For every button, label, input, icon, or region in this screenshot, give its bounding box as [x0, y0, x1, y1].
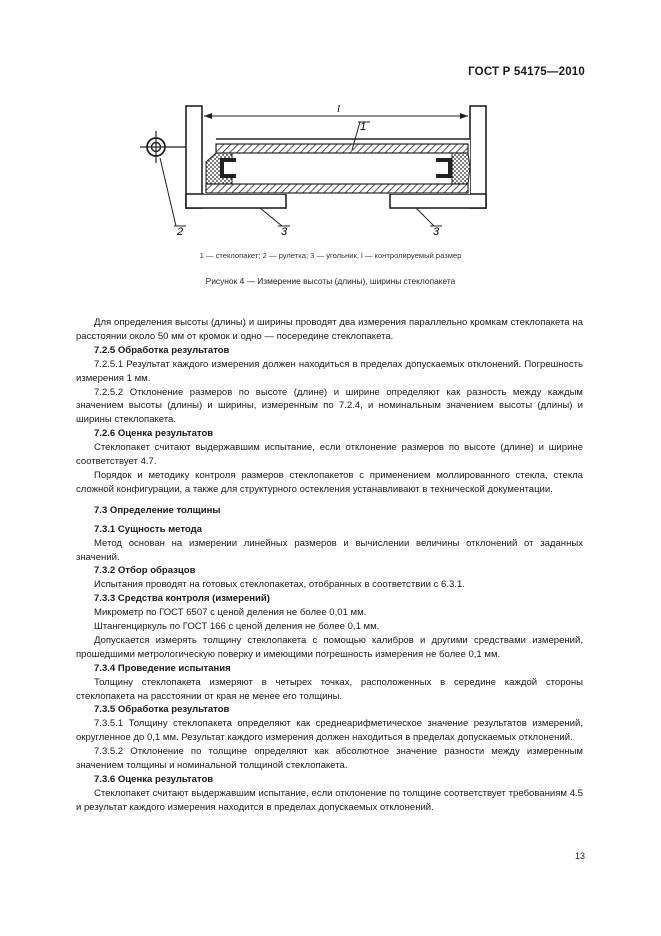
paragraph: Микрометр по ГОСТ 6507 с ценой деления не более 0,01 мм.: [94, 607, 367, 619]
label-l: l: [337, 103, 341, 115]
heading-7-2-5: 7.2.5 Обработка результатов: [94, 344, 230, 356]
dimension-line: [204, 113, 468, 119]
heading-7-3-6: 7.3.6 Оценка результатов: [94, 774, 214, 785]
page-number: 13: [574, 851, 585, 861]
paragraph: Штангенциркуль по ГОСТ 166 с ценой деления не более 0,1 мм.: [94, 621, 380, 633]
paragraph: Допускается измерять толщину стеклопакета с помощью калибров и другими средствами измерений, прошедшими метрологическую поверку и имеющими погрешность измерения не более 0,1 мм.: [76, 634, 583, 660]
heading-7-2-6: 7.2.6 Оценка результатов: [94, 428, 214, 440]
heading-7-3-3: 7.3.3 Средства контроля (измерений): [94, 593, 270, 605]
paragraph: Порядок и методику контроля размеров стеклопакетов с применением моллированного стекла, стекла сложной конфигурации, а также для структурного остекления устанавливают в технической документации.: [76, 469, 583, 495]
paragraph: Стеклопакет считают выдержавшим испытание, если отклонение размеров по высоте (длине) и ширине соответствует 4.7.: [76, 442, 583, 468]
paragraph: 7.3.5.2 Отклонение по толщине определяют как абсолютное значение разности между измеренным значением толщины и номинальной толщиной стеклопакета.: [76, 746, 583, 772]
heading-7-3-2: 7.3.2 Отбор образцов: [94, 565, 196, 577]
paragraph: Метод основан на измерении линейных размеров и вычислении величины отклонений от заданных значений.: [76, 537, 583, 563]
figure-4-diagram: [120, 92, 520, 252]
paragraph: Толщину стеклопакета измеряют в четырех точках, расположенных в середине каждой стороны стеклопакета на расстоянии от края не менее его толщины.: [76, 676, 583, 702]
paragraph: 7.2.5.2 Отклонение размеров по высоте (длине) и ширине определяют как разность между каждым значением высоты (длины) и ширины, измеренным по 7.2.4, и номинальным значением высоты (длины) и ширины стеклопакета.: [76, 386, 583, 426]
figure-caption: Рисунок 4 — Измерение высоты (длины), ширины стеклопакета: [205, 276, 456, 286]
figure-legend: 1 — стеклопакет; 2 — рулетка; 3 — угольник, l — контролируемый размер: [199, 251, 462, 260]
paragraph: 7.3.5.1 Толщину стеклопакета определяют как среднеарифметическое значение результатов измерений, округленное до 0,1 мм. Результат каждого измерения должен находиться в пределах допускаемых отклонений.: [76, 718, 583, 744]
body-text: [76, 316, 583, 815]
heading-7-3-4: 7.3.4 Проведение испытания: [94, 662, 231, 674]
tape-measure-icon: [140, 131, 186, 163]
heading-7-3-5: 7.3.5 Обработка результатов: [94, 704, 230, 716]
heading-7-3-1: 7.3.1 Сущность метода: [94, 523, 202, 535]
paragraph: Стеклопакет считают выдержавшим испытание, если отклонение по толщине соответствует требованиям 4.5 и результат каждого измерения находится в пределах допускаемых отклонений.: [76, 787, 583, 813]
label-3-right: 3: [433, 226, 440, 238]
glass-unit: [204, 139, 470, 194]
label-3-left: 3: [281, 226, 288, 238]
paragraph: Испытания проводят на готовых стеклопакетах, отобранных в соответствии с 6.3.1.: [94, 579, 465, 591]
label-1: 1: [360, 121, 367, 133]
heading-7-3: 7.3 Определение толщины: [94, 504, 221, 516]
paragraph: Для определения высоты (длины) и ширины проводят два измерения параллельно кромкам стеклопакета на расстоянии около 50 мм от кромок и одно — посередине стеклопакета.: [76, 317, 583, 342]
paragraph: 7.2.5.1 Результат каждого измерения должен находиться в пределах допускаемых отклонений. Погрешность измерения 1 мм.: [76, 358, 583, 384]
label-2: 2: [177, 226, 184, 238]
document-header: ГОСТ Р 54175—2010: [468, 66, 585, 78]
